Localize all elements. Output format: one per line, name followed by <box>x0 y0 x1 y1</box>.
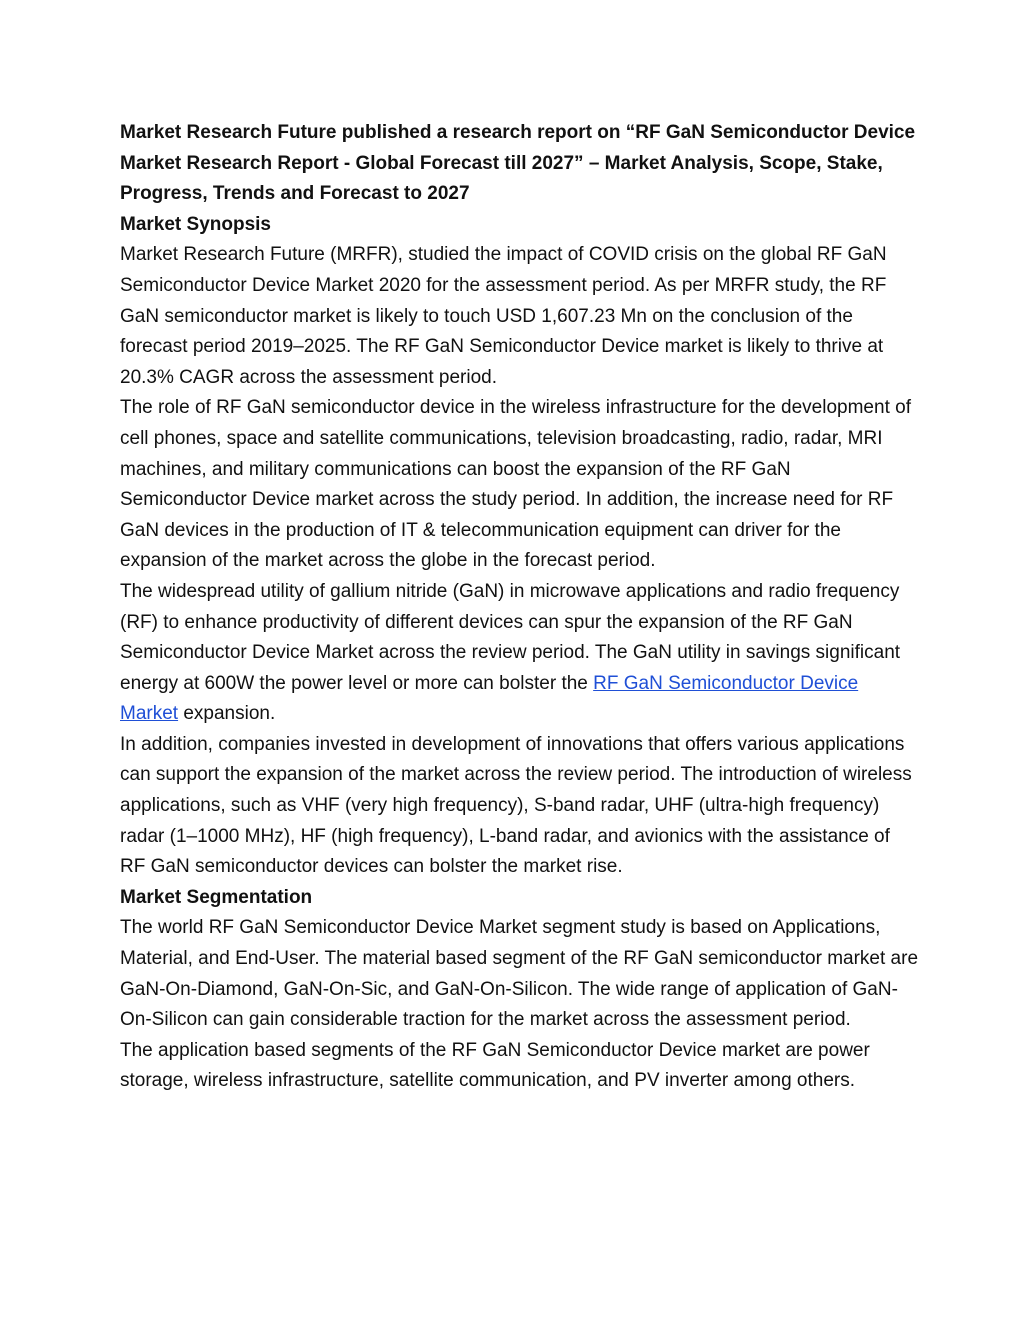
rf-gan-market-link[interactable]: RF GaN Semiconductor Device Market <box>120 672 859 725</box>
synopsis-paragraph-3 <box>120 577 920 730</box>
synopsis-paragraph-4: In addition, companies invested in development of innovations that offers various applications can support the expansion of the market across the review period. The introduction of wireless applications, such as VHF (very high frequency), S-band radar, UHF (ultra-high frequency) radar (1–1000 MHz), HF (high frequency), L-band radar, and avionics with the assistance of RF GaN semiconductor devices can bolster the market rise. <box>120 733 912 878</box>
report-title: Market Research Future published a research report on “RF GaN Semiconductor Device Market Research Report - Global Forecast till 2027” – Market Analysis, Scope, Stake, Progress, Trends and Forecast to 2027 <box>120 122 916 205</box>
section-heading-market-synopsis: Market Synopsis <box>120 213 271 235</box>
synopsis-paragraph-1: Market Research Future (MRFR), studied the impact of COVID crisis on the global RF GaN Semiconductor Device Market 2020 for the assessment period. As per MRFR study, the RF GaN semiconductor market is likely to touch USD 1,607.23 Mn on the conclusion of the forecast period 2019–2025. The RF GaN Semiconductor Device market is likely to thrive at 20.3% CAGR across the assessment period. <box>120 244 887 388</box>
segmentation-paragraph-1: The world RF GaN Semiconductor Device Market segment study is based on Applications, Material, and End-User. The material based segment of the RF GaN semiconductor market are GaN-On-Diamond, GaN-On-Sic, and GaN-On-Silicon. The wide range of application of GaN-On-Silicon can gain considerable traction for the market across the assessment period. <box>120 917 919 1031</box>
synopsis-paragraph-2: The role of RF GaN semiconductor device in the wireless infrastructure for the development of cell phones, space and satellite communications, television broadcasting, radio, radar, MRI machines, and military communications can boost the expansion of the RF GaN Semiconductor Device market across the study period. In addition, the increase need for RF GaN devices in the production of IT & telecommunication equipment can driver for the expansion of the market across the globe in the forecast period. <box>120 397 911 572</box>
synopsis-paragraph-3-tail: expansion. <box>178 703 276 725</box>
section-heading-market-segmentation: Market Segmentation <box>120 886 313 908</box>
document-body <box>120 118 920 1097</box>
synopsis-paragraph-3-text: The widespread utility of gallium nitride (GaN) in microwave applications and radio frequency (RF) to enhance productivity of different devices can spur the expansion of the RF GaN Semiconductor Device Market across the review period. The GaN utility in savings significant energy at 600W the power level or more can bolster the <box>120 580 901 694</box>
segmentation-paragraph-2: The application based segments of the RF GaN Semiconductor Device market are power storage, wireless infrastructure, satellite communication, and PV inverter among others. <box>120 1039 870 1092</box>
